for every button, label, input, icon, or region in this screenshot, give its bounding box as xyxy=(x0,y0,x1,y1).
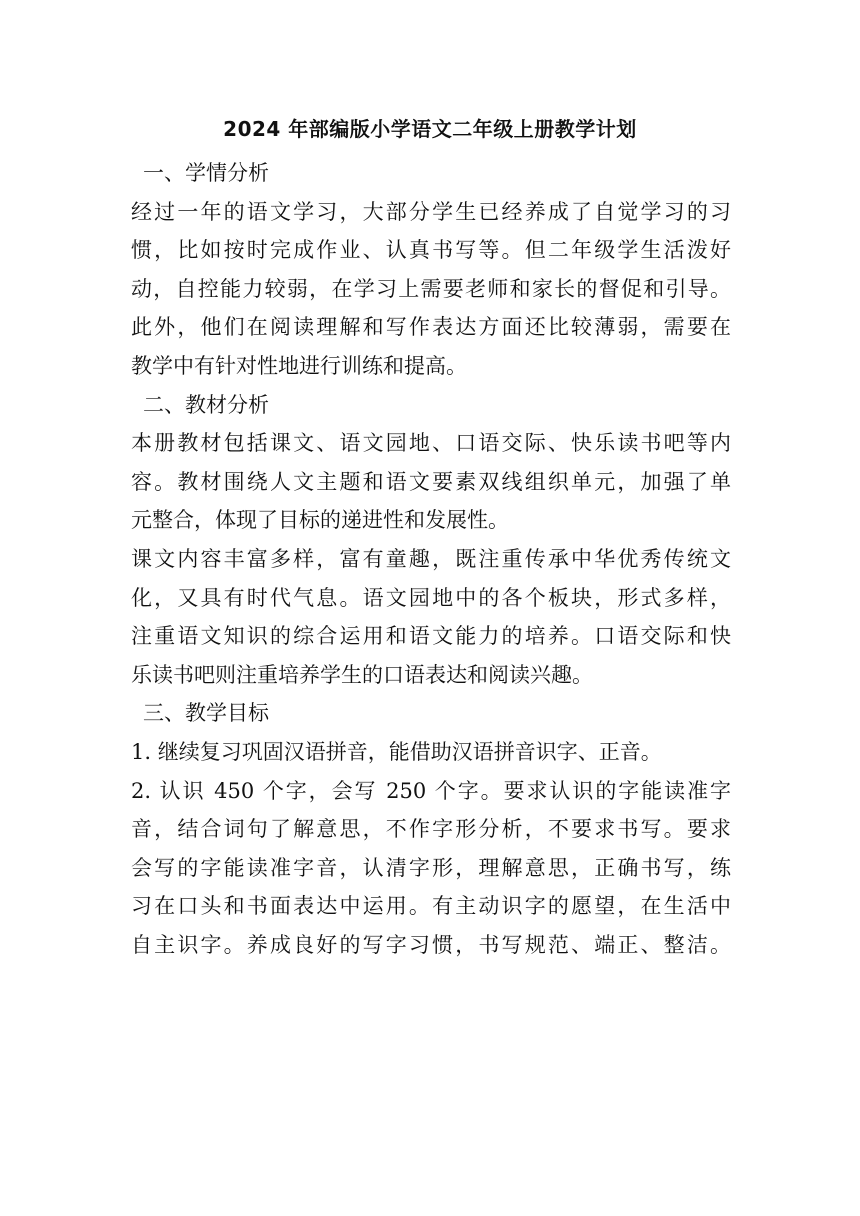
paragraph-line: 元整合，体现了目标的递进性和发展性。 xyxy=(131,508,509,533)
paragraph-line: 课文内容丰富多样，富有童趣，既注重传承中华优秀传统文 xyxy=(131,546,731,571)
document-body xyxy=(131,154,731,964)
paragraph-line: 自主识字。养成良好的写字习惯，书写规范、端正、整洁。 xyxy=(131,932,731,957)
list-item-2: 2. 认识 450 个字，会写 250 个字。要求认识的字能读准字 xyxy=(131,778,731,803)
paragraph-line: 此外，他们在阅读理解和写作表达方面还比较薄弱，需要在 xyxy=(131,315,731,340)
paragraph-line: 经过一年的语文学习，大部分学生已经养成了自觉学习的习 xyxy=(131,199,731,224)
document-title: 2024 年部编版小学语文二年级上册教学计划 xyxy=(223,117,637,141)
list-item-1: 1. 继续复习巩固汉语拼音，能借助汉语拼音识字、正音。 xyxy=(131,739,662,764)
paragraph-line: 注重语文知识的综合运用和语文能力的培养。口语交际和快 xyxy=(131,624,731,649)
paragraph-line: 化，又具有时代气息。语文园地中的各个板块，形式多样， xyxy=(131,585,731,610)
paragraph-line: 音，结合词句了解意思，不作字形分析，不要求书写。要求 xyxy=(131,817,731,842)
paragraph-line: 容。教材围绕人文主题和语文要素双线组织单元，加强了单 xyxy=(131,469,731,494)
paragraph-line: 本册教材包括课文、语文园地、口语交际、快乐读书吧等内 xyxy=(131,431,731,456)
paragraph-line: 习在口头和书面表达中运用。有主动识字的愿望，在生活中 xyxy=(131,894,731,919)
section-heading-goals: 三、教学目标 xyxy=(143,701,269,726)
paragraph-line: 会写的字能读准字音，认清字形，理解意思，正确书写，练 xyxy=(131,855,731,880)
paragraph-line: 动，自控能力较弱，在学习上需要老师和家长的督促和引导。 xyxy=(131,276,731,301)
paragraph-line: 乐读书吧则注重培养学生的口语表达和阅读兴趣。 xyxy=(131,662,593,687)
paragraph-line: 惯，比如按时完成作业、认真书写等。但二年级学生活泼好 xyxy=(131,238,731,263)
section-heading-analysis: 一、学情分析 xyxy=(143,161,269,185)
paragraph-line: 教学中有针对性地进行训练和提高。 xyxy=(131,353,467,378)
section-heading-textbook: 二、教材分析 xyxy=(143,392,269,417)
